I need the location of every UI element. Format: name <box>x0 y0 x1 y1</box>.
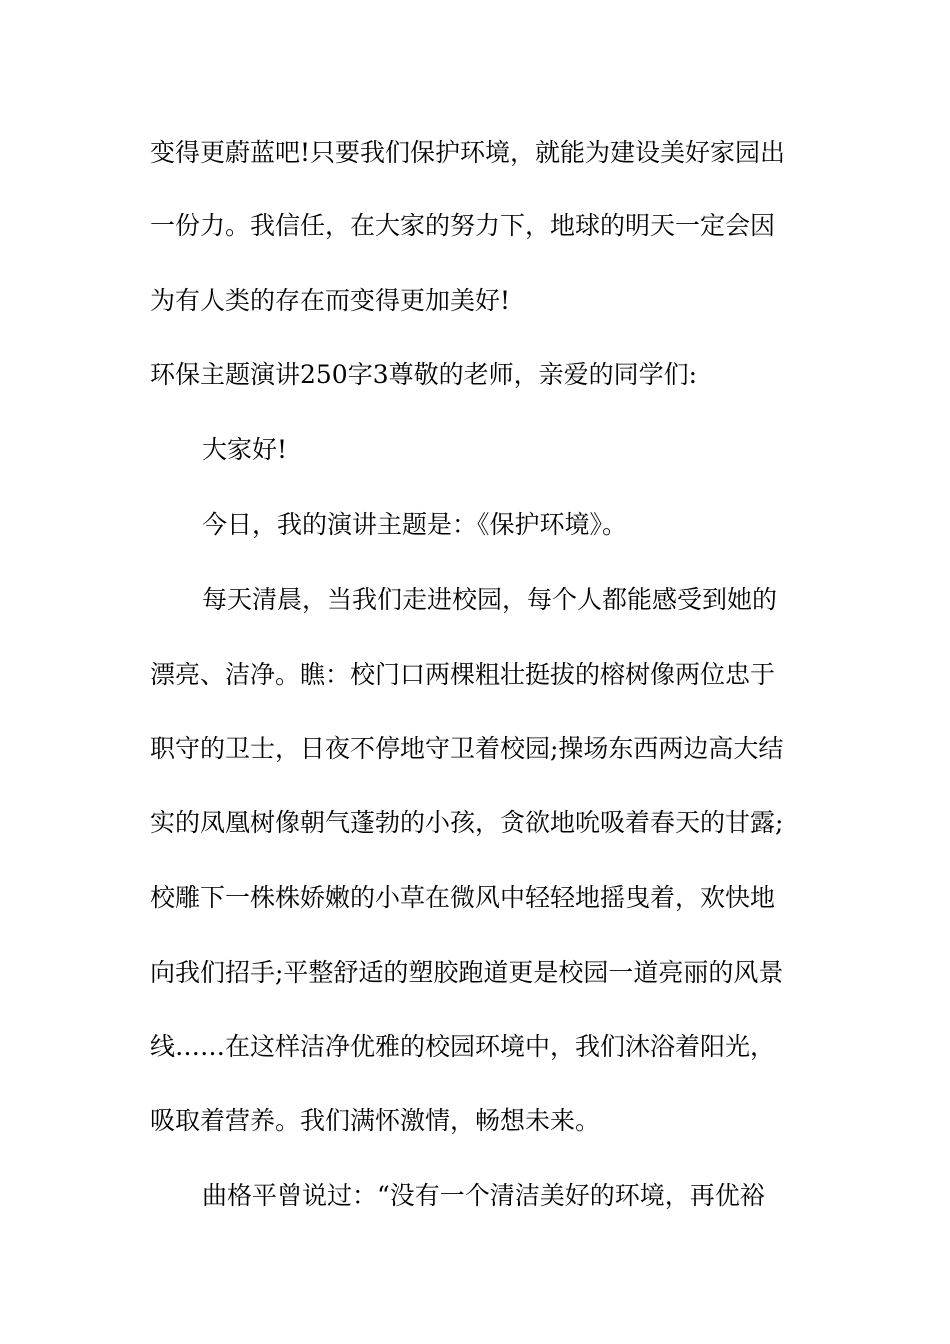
text-line: 为有人类的存在而变得更加美好! <box>150 286 511 315</box>
text-line: 校雕下一株株娇嫩的小草在微风中轻轻地摇曳着，欢快地 <box>150 883 776 912</box>
text-line: 吸取着营养。我们满怀激情，畅想未来。 <box>150 1106 601 1135</box>
text-line: 职守的卫士，日夜不停地守卫着校园;操场东西两边高大结 <box>150 734 784 763</box>
text-line: 向我们招手;平整舒适的塑胶跑道更是校园一道亮丽的风景 <box>150 958 784 987</box>
text-line: 大家好! <box>202 435 288 464</box>
text-line: 一份力。我信任，在大家的努力下，地球的明天一定会因 <box>150 211 776 240</box>
text-line: 曲格平曾说过：“没有一个清洁美好的环境，再优裕 <box>202 1181 765 1210</box>
text-line: 变得更蔚蓝吧!只要我们保护环境，就能为建设美好家园出 <box>150 138 786 167</box>
text-line: 今日，我的演讲主题是：《保护环境》。 <box>202 510 628 539</box>
text-line: 环保主题演讲250字3尊敬的老师，亲爱的同学们: <box>150 360 698 389</box>
text-line: 线……在这样洁净优雅的校园环境中，我们沐浴着阳光， <box>150 1032 776 1061</box>
text-line: 实的凤凰树像朝气蓬勃的小孩，贪欲地吮吸着春天的甘露; <box>150 808 784 837</box>
text-line: 漂亮、洁净。瞧：校门口两棵粗壮挺拔的榕树像两位忠于 <box>150 660 776 689</box>
text-line: 每天清晨，当我们走进校园，每个人都能感受到她的 <box>202 585 778 614</box>
